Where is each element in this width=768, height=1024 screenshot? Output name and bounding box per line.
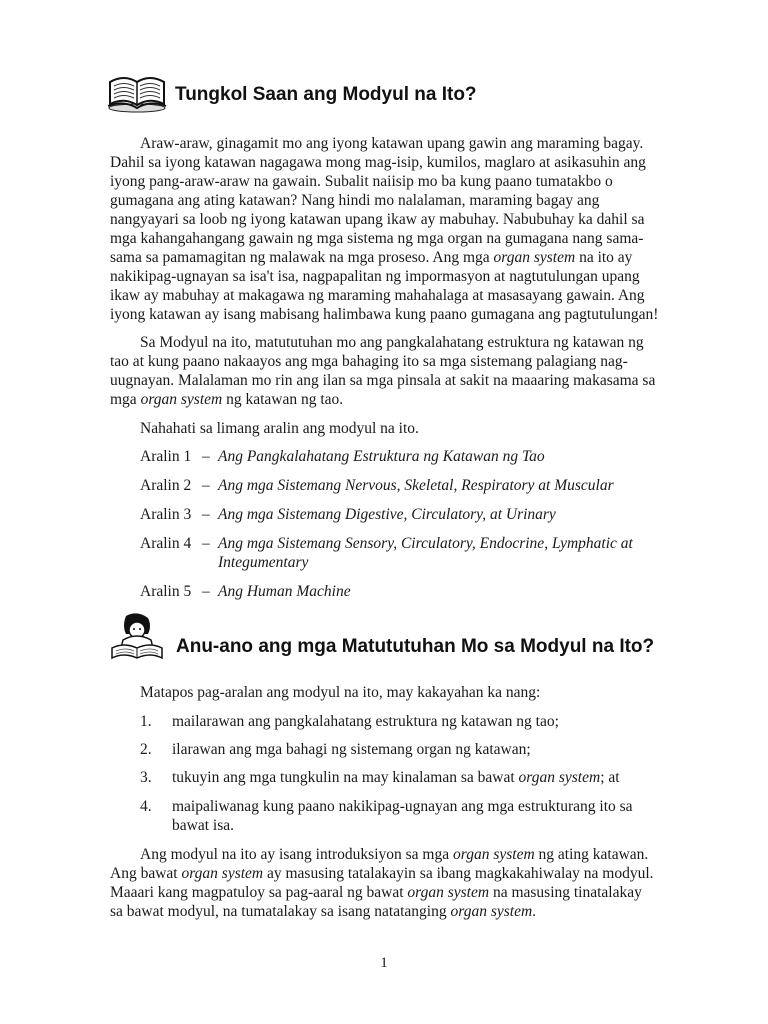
para2-line: uugnayan. Malalaman mo rin ang ilan sa mga pinsala at sakit na maaaring makasama sa [110, 372, 656, 389]
aralin-dash: – [202, 477, 210, 494]
section-heading-objectives: Anu-ano ang mga Matututuhan Mo sa Modyul na Ito? [176, 636, 655, 657]
para1-line: nangyayari sa loob ng iyong katawan upang ikaw ay mabuhay. Nabubuhay ka dahil sa [110, 211, 645, 228]
objectives-intro: Matapos pag-aralan ang modyul na ito, may kakayahan ka nang: [140, 684, 541, 701]
aralin-dash: – [202, 506, 210, 523]
list-item: ilarawan ang mga bahagi ng sistemang organ ng katawan; [172, 741, 531, 758]
list-item-number: 4. [140, 798, 152, 815]
list-item-continued: bawat isa. [172, 817, 234, 834]
para1-line: Araw-araw, ginagamit mo ang iyong katawan upang gawin ang maraming bagay. [140, 135, 644, 152]
aralin-label: Aralin 2 [140, 477, 192, 494]
section-heading-about: Tungkol Saan ang Modyul na Ito? [175, 84, 477, 105]
para1-line: ikaw ay mabuhay at makagawa ng maraming mahahalaga at masasayang gawain. Ang [110, 287, 645, 304]
aralin-label: Aralin 4 [140, 535, 192, 552]
aralin-title: Ang mga Sistemang Digestive, Circulatory, at Urinary [218, 506, 556, 523]
para3-line: Nahahati sa limang aralin ang modyul na ito. [140, 420, 419, 437]
closing-line: Ang modyul na ito ay isang introduksiyon sa mga organ system ng ating katawan. [140, 846, 649, 863]
para1-line: iyong katawan ay isang mabisang halimbawa kung paano gumagana ang pagtutulungan! [110, 306, 659, 323]
aralin-label: Aralin 5 [140, 583, 192, 600]
para1-line: gumagana ang ating katawan? Nang hindi mo nalalaman, maraming bagay ang [110, 192, 600, 209]
page-number: 1 [380, 955, 388, 971]
para1-line: iyong pang-araw-araw na gawain. Subalit naiisip mo ba kung paano tumatakbo o [110, 173, 613, 190]
aralin-label: Aralin 3 [140, 506, 192, 523]
list-item-number: 1. [140, 713, 152, 730]
para2-line: tao at kung paano nakaayos ang mga bahaging ito sa mga sistemang palagiang nag- [110, 353, 628, 370]
aralin-dash: – [202, 535, 210, 552]
para1-line: Dahil sa iyong katawan nagagawa mong mag-isip, kumilos, maglaro at asikasuhin ang [110, 154, 646, 171]
list-item: tukuyin ang mga tungkulin na may kinalaman sa bawat organ system; at [172, 769, 620, 786]
list-item-number: 3. [140, 769, 152, 786]
aralin-dash: – [202, 448, 210, 465]
aralin-title: Ang Pangkalahatang Estruktura ng Katawan ng Tao [218, 448, 545, 465]
list-item-number: 2. [140, 741, 152, 758]
student-reading-icon [106, 612, 168, 662]
list-item: maipaliwanag kung paano nakikipag-ugnayan ang mga estrukturang ito sa [172, 798, 633, 815]
para2-line: Sa Modyul na ito, matututuhan mo ang pangkalahatang estruktura ng katawan ng [140, 334, 644, 351]
aralin-title: Ang mga Sistemang Nervous, Skeletal, Respiratory at Muscular [218, 477, 614, 494]
aralin-title: Ang Human Machine [218, 583, 351, 600]
aralin-dash: – [202, 583, 210, 600]
aralin-title: Ang mga Sistemang Sensory, Circulatory, Endocrine, Lymphatic at [218, 535, 633, 552]
aralin-label: Aralin 1 [140, 448, 192, 465]
para2-line: mga organ system ng katawan ng tao. [110, 391, 344, 408]
para1-line: sama sa pamamagitan ng malawak na mga proseso. Ang mga organ system na ito ay [110, 249, 633, 266]
closing-line: Maaari kang magpatuloy sa pag-aaral ng bawat organ system na masusing tinatalakay [110, 884, 642, 901]
aralin-title-continued: Integumentary [218, 554, 309, 571]
para1-line: mga kahangahangang gawain ng mga sistema ng mga organ na gumagana nang sama- [110, 230, 644, 247]
para1-line: nakikipag-ugnayan sa isa't isa, nagpapalitan ng impormasyon at nagtutulungan upang [110, 268, 640, 285]
list-item: mailarawan ang pangkalahatang estruktura ng katawan ng tao; [172, 713, 559, 730]
open-book-icon [106, 70, 168, 114]
closing-line: sa bawat modyul, na tumatalakay sa isang natatanging organ system. [110, 903, 537, 920]
closing-line: Ang bawat organ system ay masusing tatalakayin sa ibang magkakahiwalay na modyul. [110, 865, 654, 882]
